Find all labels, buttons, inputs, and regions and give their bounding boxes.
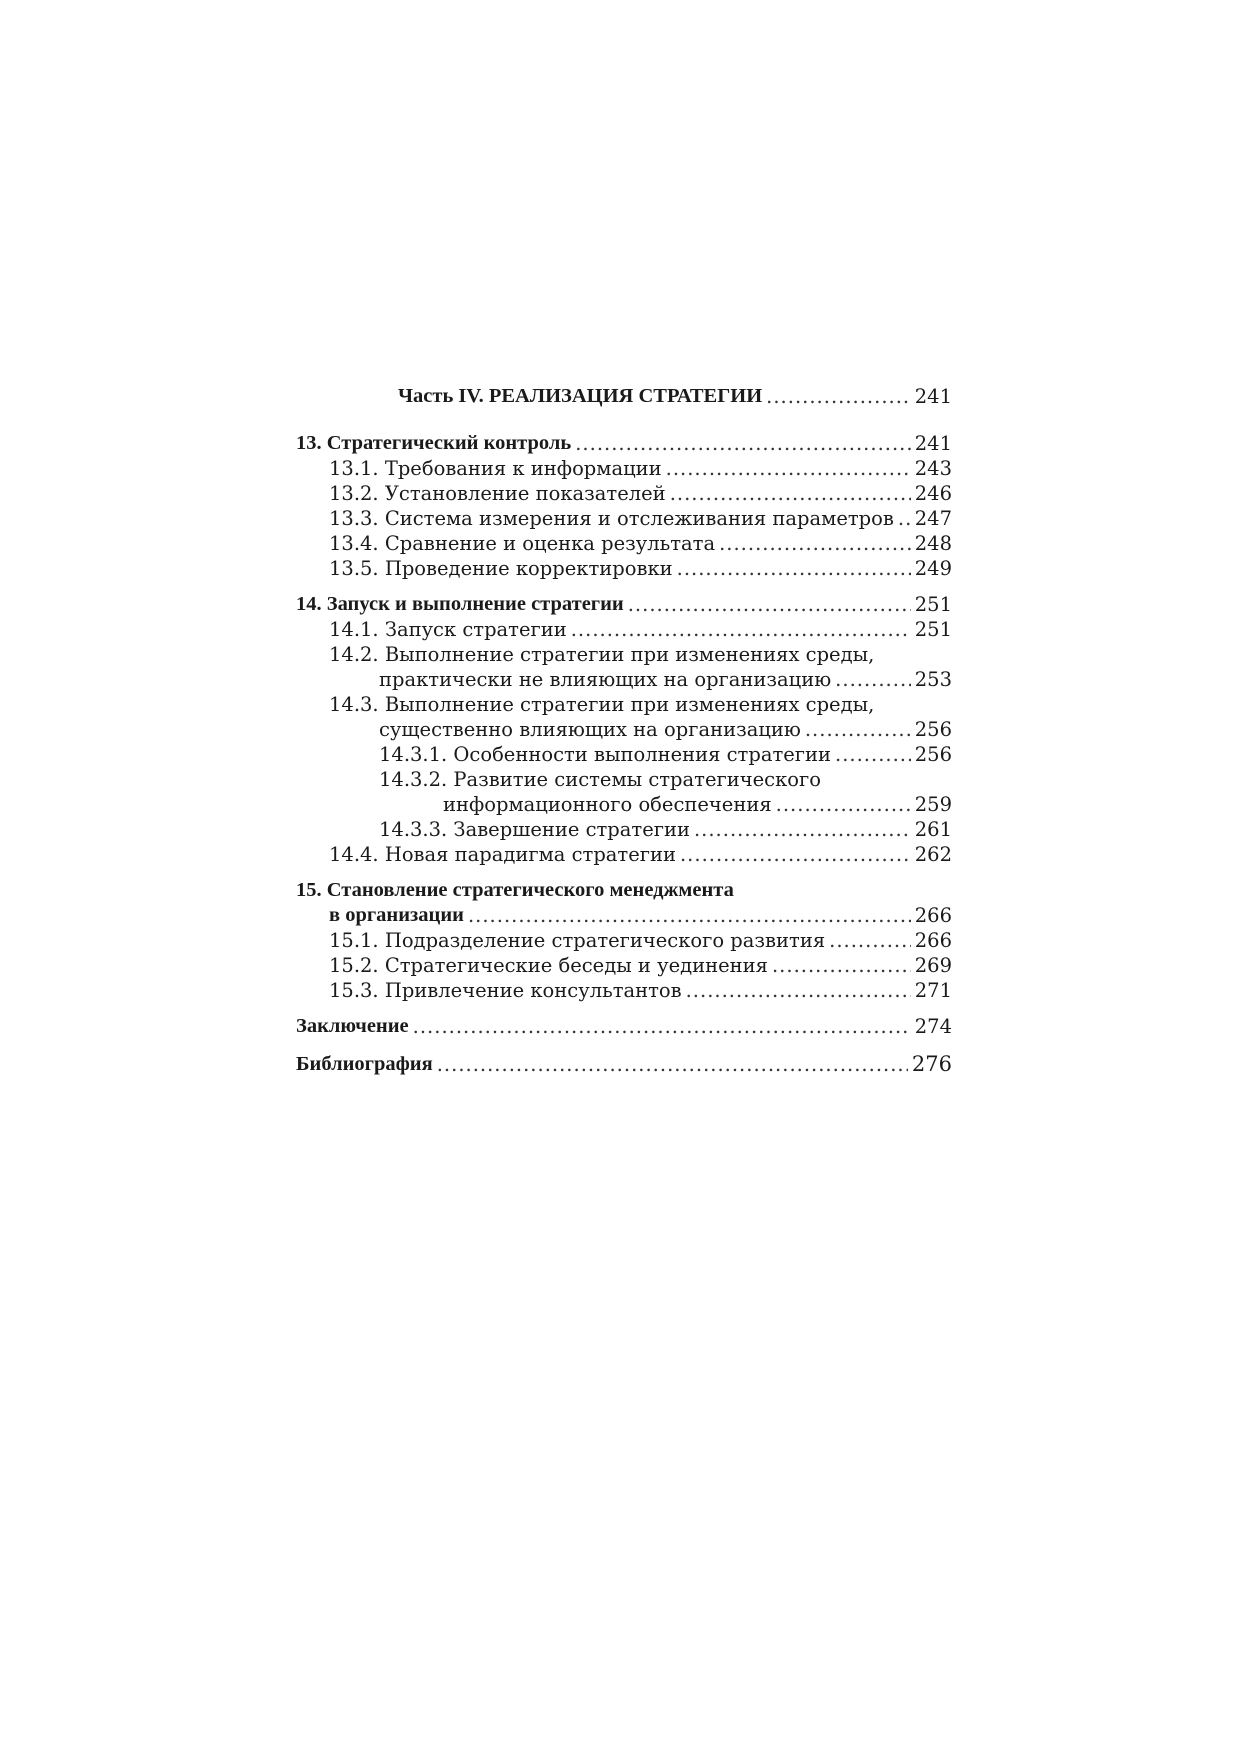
toc-section-15-2 [296,953,952,978]
dot-leader [719,531,911,556]
dot-leader [829,928,911,953]
dot-leader [413,1014,911,1039]
toc-page-number: 261 [914,818,952,841]
toc-entry-title: 13.3. Система измерения и отслеживания параметров [329,507,894,530]
dot-leader [670,481,911,506]
toc-page-number: 271 [914,979,952,1002]
toc-chapter-15-line1: 15. Становление стратегического менеджмента [296,879,734,901]
toc-page-number: 253 [914,668,952,691]
toc-entry-title: 13.5. Проведение корректировки [329,557,673,580]
toc-chapter-15 [296,903,952,928]
toc-section-13-5 [296,556,952,581]
toc-page-number: 249 [914,557,952,580]
toc-section-13-2 [296,481,952,506]
toc-entry-title: 14.3.1. Особенности выполнения стратегии [379,743,831,766]
toc-entry-title: практически не влияющих на организацию [379,668,832,691]
toc-entry-title: 15.1. Подразделение стратегического развития [329,929,826,952]
dot-leader [776,792,911,817]
toc-page-number: 259 [914,793,952,816]
dot-leader [835,742,911,767]
toc-entry-title: 14.3.3. Завершение стратегии [379,818,690,841]
toc-entry-title: 14. Запуск и выполнение стратегии [296,593,624,615]
toc-section-15-3 [296,978,952,1003]
toc-page-number: 243 [914,457,952,480]
toc-page-number: 269 [914,954,952,977]
dot-leader [686,978,911,1003]
toc-conclusion [296,1014,952,1039]
toc-section-15-1 [296,928,952,953]
toc-part-heading [296,384,952,409]
toc-entry-title: 14.1. Запуск стратегии [329,618,567,641]
toc-page-number: 251 [914,593,952,616]
toc-page-number: 247 [914,507,952,530]
toc-page-number: 266 [914,929,952,952]
toc-page-number: 276 [911,1052,952,1076]
toc-entry-title: Библиография [296,1053,433,1075]
dot-leader [694,817,911,842]
dot-leader [835,667,911,692]
toc-section-14-3-line1: 14.3. Выполнение стратегии при изменениях среды, [329,693,875,716]
toc-page-number: 256 [914,718,952,741]
table-of-contents [296,384,952,1077]
toc-section-14-3-1 [296,742,952,767]
toc-entry-title: существенно влияющих на организацию [379,718,801,741]
toc-section-13-1 [296,456,952,481]
toc-section-14-4 [296,842,952,867]
toc-section-13-3 [296,506,952,531]
dot-leader [898,506,911,531]
toc-page-number: 246 [914,482,952,505]
toc-bibliography [296,1052,952,1077]
dot-leader [571,617,911,642]
toc-page-number: 248 [914,532,952,555]
dot-leader [468,903,911,928]
toc-page-number: 256 [914,743,952,766]
dot-leader [628,592,911,617]
toc-page-number: 274 [914,1015,952,1038]
toc-chapter-13 [296,431,952,456]
dot-leader [666,456,911,481]
toc-page-number: 251 [914,618,952,641]
toc-entry-title: 13. Стратегический контроль [296,432,572,454]
toc-section-14-2-line1: 14.2. Выполнение стратегии при изменениях среды, [329,643,875,666]
dot-leader [437,1052,908,1077]
toc-entry-title: 15.2. Стратегические беседы и уединения [329,954,768,977]
toc-section-14-2 [296,667,952,692]
toc-section-14-3-2 [296,792,952,817]
dot-leader [772,953,911,978]
toc-entry-title: 13.2. Установление показателей [329,482,666,505]
toc-section-14-3-3 [296,817,952,842]
toc-entry-title: в организации [329,904,464,926]
dot-leader [805,717,911,742]
toc-page-number: 262 [914,843,952,866]
toc-section-13-4 [296,531,952,556]
toc-section-14-3-2-line1: 14.3.2. Развитие системы стратегического [379,768,821,791]
toc-page-number: 266 [914,904,952,927]
toc-entry-title: информационного обеспечения [443,793,772,816]
dot-leader [677,556,911,581]
toc-entry-title: 13.1. Требования к информации [329,457,662,480]
dot-leader [766,384,911,409]
toc-entry-title: 14.4. Новая парадигма стратегии [329,843,676,866]
toc-entry-title: 13.4. Сравнение и оценка результата [329,532,716,555]
toc-entry-title: 15.3. Привлечение консультантов [329,979,682,1002]
toc-entry-title: Заключение [296,1015,409,1037]
dot-leader [680,842,911,867]
toc-page-number: 241 [914,432,952,455]
toc-chapter-14 [296,592,952,617]
toc-section-14-3 [296,717,952,742]
toc-section-14-1 [296,617,952,642]
toc-entry-title: Часть IV. РЕАЛИЗАЦИЯ СТРАТЕГИИ [398,385,763,407]
dot-leader [575,431,911,456]
toc-page-number: 241 [914,385,952,408]
